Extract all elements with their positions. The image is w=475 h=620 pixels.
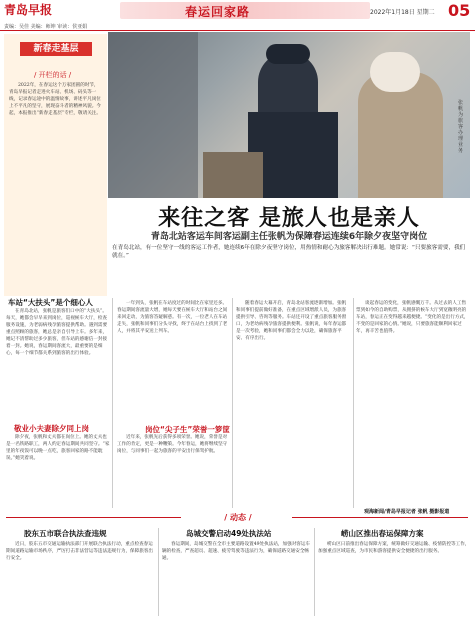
photo-staff-cap [266,44,310,64]
brief-body: 近日，胶东五市交通运输执法部门开展联合执法行动，重点检查春运期间道路运输市场秩序，严厉打击非法营运等违法违规行为，保障旅客出行安全。 [6,542,154,561]
column-divider [353,298,354,508]
article-body: 谈起春运的变化，张帆感慨万千。从过去的人工售票到如今的自助购票，从拥挤的候车大厅到宽敞明亮的车站，春运正在变得越来越便捷。“变化的是出行方式，不变的是回家的心情。”她说，只要旅客能顺利回家过年，再辛苦也值得。 [356,301,469,334]
column-title: 新春走基层 [20,42,92,56]
section-rule-right [292,517,468,518]
section-heading: 车站“大扶头”是个细心人 [8,298,93,307]
top-rule [0,30,475,31]
column-divider [112,298,113,508]
subheadline: 青岛北站客运车间客运副主任张帆为保障春运连续6年除夕夜坚守岗位 [150,232,428,242]
section-heading: 敬业小夫妻除夕同上岗 [14,424,89,433]
section-label: / 动态 / [224,513,252,522]
article-credit: 观海新闻/青岛早报记者 张帆 摄影报道 [364,509,450,515]
page-number: 05 [448,1,471,20]
article-body: 随着春运大幕开启，青岛北站客流逐渐增加。张帆和同事们提前做好准备，在重点区域增派人员，为旅客提供引导、咨询等服务。车站还开设了重点旅客服务窗口，为老幼病残孕旅客提供便利。张帆说，每年春运都是一次考验，她和同事们都会全力以赴，确保旅客平安、有序出行。 [236,301,347,341]
article-body: 除夕夜，张帆和丈夫都在岗位上。她的丈夫也是一名铁路职工，两人约定春运期间共同坚守。“家里的年夜饭可以晚一点吃，旅客回家的路不能耽误。”她笑着说。 [6,435,110,461]
section-title: 春运回家路 [185,5,251,19]
column-divider [314,528,315,616]
headline: 来往之客 是旅人也是亲人 [158,206,420,231]
brief-title: 崂山区推出春运保障方案 [341,529,424,538]
lede: 在青岛北站，有一位坚守一线的客运工作者，她连续6年在除夕夜坚守岗位，用热情和耐心为旅客解决出行难题。她常说：“只要旅客需要，我们就在。” [112,245,466,259]
news-photo [108,32,470,198]
photo-luggage [203,152,263,198]
brief-body: 崂山区日前推出春运保障方案，统筹做好交通运输、疫情防控等工作，加强重点区域巡查，为市民和游客提供安全便捷的出行服务。 [318,542,470,554]
photo-caption: 张帆为旅客办理业务 [458,100,464,154]
section-rule-left [6,517,181,518]
column-divider [232,298,233,508]
brief-title: 岛城交警启动49处执法站 [186,529,272,538]
article-body: 一年到头，张帆在车站度过的时间比在家里还多。春运期间客流量大增，她每天要在候车大厅和站台之间来回走动，为旅客答疑解惑。有一次，一位老人在车站走失，张帆和同事们分头寻找，终于在站台上找到了老人，并将其平安送上列车。 [117,301,228,334]
brief-body: 春运期间，岛城交警在全市主要道路设置49处执法站，加强对客运车辆的检查，严查超员、超速、疲劳驾驶等违法行为，确保道路交通安全畅通。 [162,542,311,561]
photo-background-left [108,32,198,198]
section-heading: 岗位“尖子生”荣誉一箩筐 [145,425,230,434]
newspaper-logo: 青岛早报 [4,3,53,17]
brief-title: 胶东五市联合执法查违规 [24,529,107,538]
opener-title: / 开栏的话 / [34,71,72,79]
photo-passenger-hat [370,52,420,92]
editor-credits: 责编：吴佳 美编：师坤 审读：侯亚娟 [4,24,88,30]
issue-date: 2022年1月18日 星期二 [370,9,435,16]
opener-body: 2022年，在春运这个万家团圆的时节，青岛早报记者走进火车站、机场、码头等一线，记录春运途中的温情故事，讲述平凡岗位上不平凡的坚守，展现奋斗者的精神风貌。今起，本报推出“新春走基层”专栏，敬请关注。 [9,83,101,116]
article-body: 近年来，张帆先后获得多项荣誉。她说，荣誉是对工作的肯定，更是一种鞭策。今年春运，她将继续坚守岗位，与同事们一起为旅客的平安出行保驾护航。 [117,435,228,454]
column-divider [158,528,159,616]
article-body: 在青岛北站，张帆是旅客们口中的“大扶头”。每天，她都会早早来到岗位，巡视候车大厅，检查服务设施，为老弱病残孕旅客提供帮助。遇到需要重点照顾的旅客，她总是亲自引导上车。多年来，她记不清帮助过多少旅客，但车站的感谢信一封接着一封。她说，春运期间客流大，最重要的是细心，每一个细节都关系到旅客的出行体验。 [6,309,108,356]
